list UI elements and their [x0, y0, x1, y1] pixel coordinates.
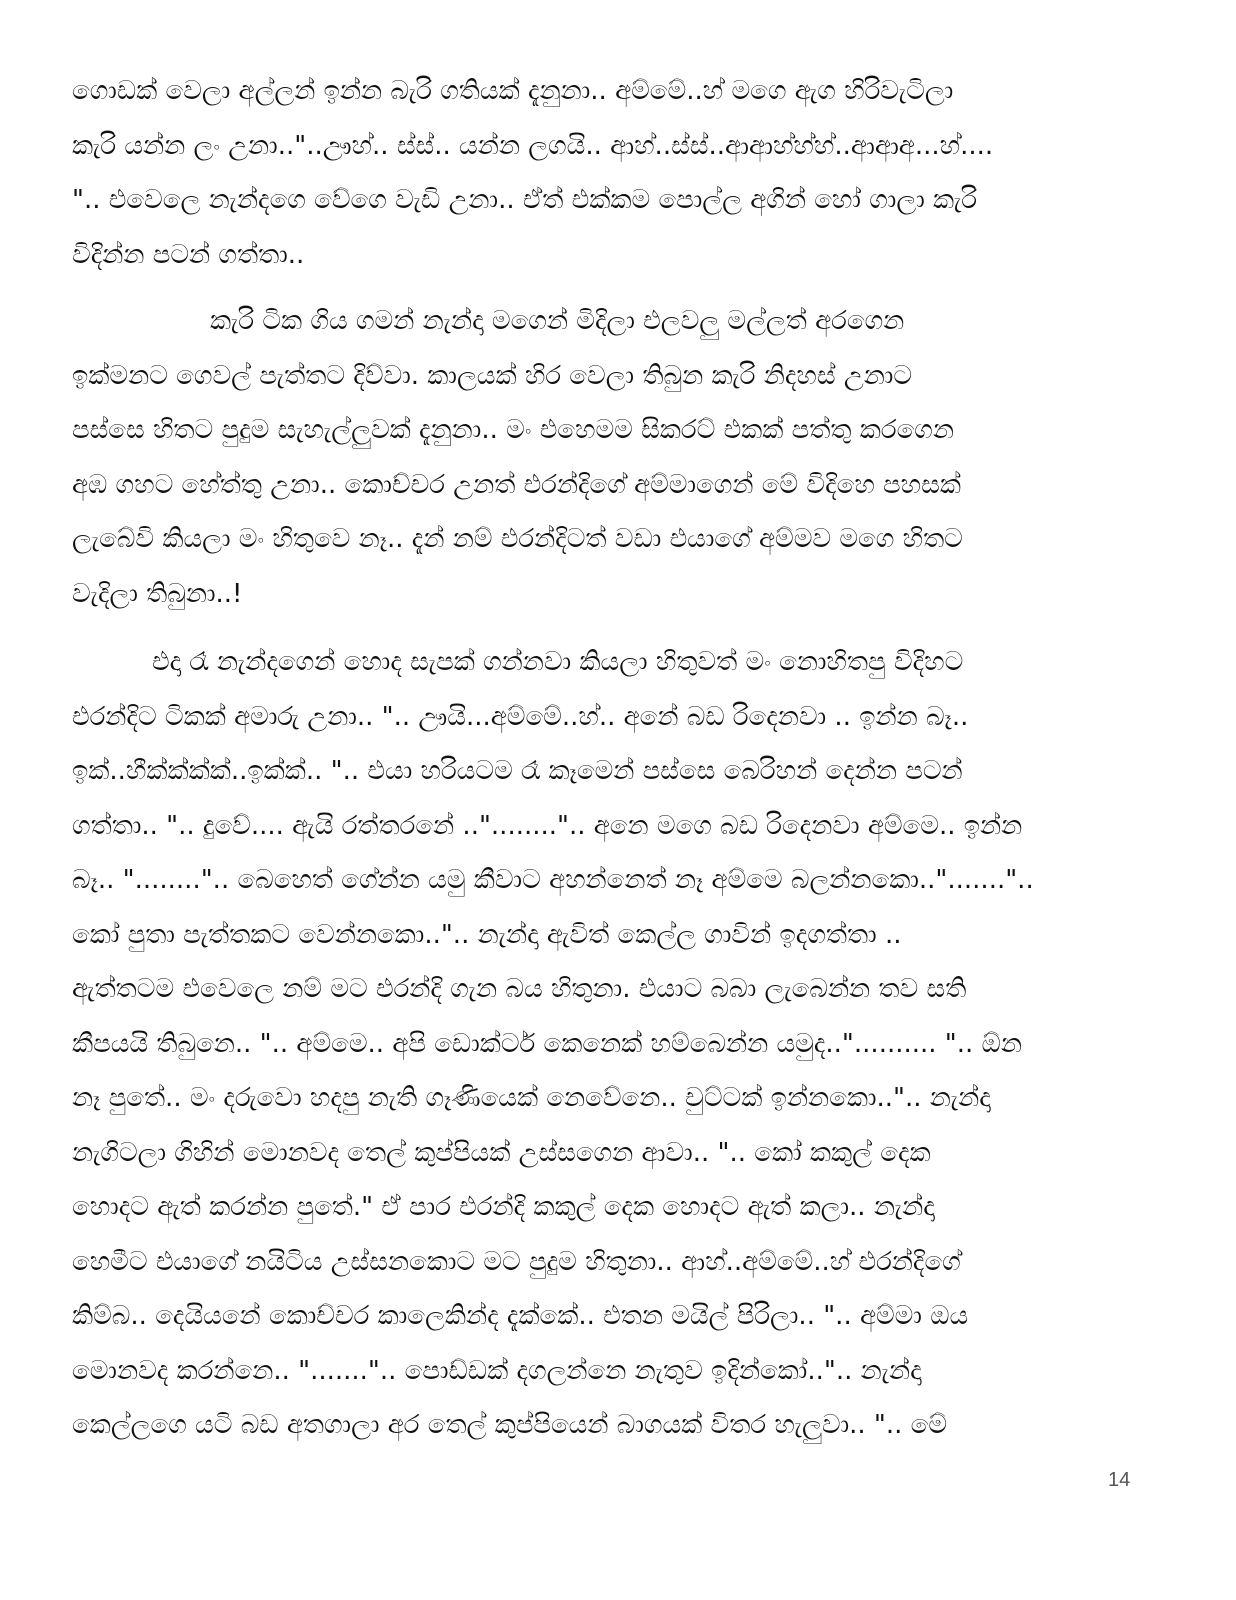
text-line: මොනවද කරන්නෙ.. ".......".. පොඩ්ඩක් දගලන්නෙ නැතුව ඉදින්කෝ..".. නැන්දා	[72, 1355, 922, 1386]
text-line: කෝ පුතා පැත්තකට වෙන්නකො..".. නැන්දා ඇවිත් කෙල්ල ගාවින් ඉදගත්තා ..	[72, 919, 902, 950]
text-line: විදින්න පටන් ගත්තා..	[72, 239, 305, 270]
page-number: 14	[1108, 1469, 1131, 1491]
text-line: අඹ ගහට හේත්තු උනා.. කොච්චර උනත් එරන්දිගේ අම්මාගෙන් මේ විදිහෙ පහසක්	[72, 469, 961, 500]
text-line: නෑ පුතේ.. මං දරුවො හදපු නැති ගෑණියෙක් නෙවේනෙ.. චුට්ටක් ඉන්නකො..".. නැන්දා	[72, 1083, 991, 1113]
text-line: හොදට ඇත් කරන්න පුතේ." ඒ පාර එරන්දි කකුල් දෙක හොදට ඇත් කලා.. නැන්දා	[72, 1192, 935, 1222]
text-line: නැගිටලා ගිහින් මොනවද තෙල් කුප්පියක් උස්සගෙන ආවා.. ".. කෝ කකුල් දෙක	[72, 1137, 931, 1168]
text-line: ".. එවෙලෙ නැන්දගෙ වේගෙ වැඩි උනා.. ඒත් එක්කම පොල්ල අගින් හෝ ගාලා කැරි	[72, 185, 978, 215]
text-line: කැරි ටික ගිය ගමන් නැන්දා මගෙන් මිදිලා එලවලු මල්ලත් අරගෙන	[210, 306, 905, 336]
text-line: ඉක්මනට ගෙවල් පැත්තට දිව්වා. කාලයක් හිර වෙලා තිබුන කැරි නිදහස් උනාට	[72, 360, 913, 391]
text-line: වැදිලා තිබුනා..!	[72, 578, 243, 609]
paragraph-1	[72, 64, 1164, 282]
text-line: කිම්බ.. දෙයියනේ කොච්චර කාලෙකින්ද දැක්කේ.. එතන මයිල් පිරිලා.. ".. අම්මා ඔය	[72, 1301, 969, 1331]
text-line: කීපයයි තිබුනෙ.. ".. අම්මෙ.. අපි ඩොක්ටර් කෙනෙක් හම්බෙන්න යමුද..".......... ".. ඕන	[72, 1028, 1022, 1059]
text-line: පස්සෙ හිතට පුදුම සැහැල්ලුවක් දැනුනා.. මං එහෙමම සිකරට් එකක් පත්තු කරගෙන	[72, 415, 954, 445]
text-line: එදා රෑ නැන්දගෙන් හොද සැපක් ගන්නවා කියලා හිතුවත් මං නොහිතපු විදිහට	[152, 647, 964, 677]
paragraph-3	[72, 635, 1164, 1453]
text-line: හෙමීට එයාගේ නයිටිය උස්සනකොට මට පුදුම හිතුනා.. ආහ්..අම්මේ..හ් එරන්දිගේ	[72, 1246, 961, 1277]
text-line: ලැබේවි කියලා මං හිතුවෙ නෑ.. දැන් නම් එරන්දිටත් වඩා එයාගේ අම්මව මගෙ හිතට	[72, 524, 963, 554]
text-line: කෙල්ලගෙ යටි බඩ අතගාලා අර තෙල් කුප්පියෙන් බාගයක් විතර හැලුවා.. ".. මේ	[72, 1410, 948, 1440]
text-line: ඇත්තටම එවෙලෙ නම් මට එරන්දි ගැන බය හිතුනා. එයාට බබා ලැබෙන්න තව සති	[72, 974, 967, 1004]
text-line: ඉක්..හීක්ක්ක්ක්..ඉක්ක්.. ".. එයා හරියටම රෑ කෑමෙන් පස්සෙ බෙරිහන් දෙන්න පටන්	[72, 756, 963, 786]
text-line: ගත්තා.. ".. දුවේ.... ඇයි රත්තරනේ .."........".. අනෙ මගෙ බඩ රිදෙනවා අම්මෙ.. ඉන්න	[72, 810, 1023, 841]
paragraph-2	[72, 294, 1164, 621]
body-text	[72, 64, 1164, 1453]
text-line: එරන්දිට ටිකක් අමාරු උනා.. ".. ඌයි...අම්මේ..හ්.. අනේ බඩ රිදෙනවා .. ඉන්න බෑ..	[72, 701, 969, 732]
text-line: කැරි යන්න ලං උනා.."..ඌහ්.. ස්ස්.. යන්න ලගයි.. ආහ්..ස්ස්..ආආහ්හ්හ්..ආආඅ...හ්....	[72, 130, 994, 161]
text-line: ගොඩක් වෙලා අල්ලන් ඉන්න බැරි ගතියක් දැනුනා.. අම්මේ..හ් මගෙ ඇග හිරිවැටිලා	[72, 76, 954, 106]
text-line: බෑ.. "........".. බෙහෙත් ගේන්න යමු කීවාට අහන්නෙත් නෑ අම්මෙ බලන්නකො.."......."..	[72, 865, 1034, 895]
